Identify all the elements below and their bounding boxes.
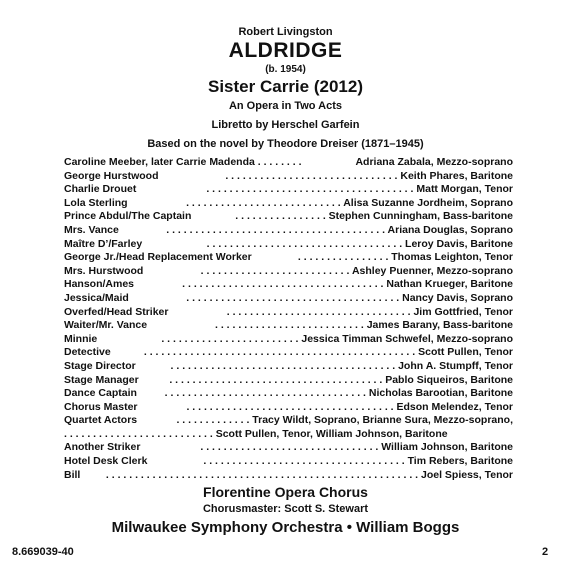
cast-role: Mrs. Vance (64, 223, 119, 236)
catalog-number: 8.669039-40 (12, 546, 74, 558)
work-title: Sister Carrie (2012) (208, 77, 363, 96)
cast-row (64, 401, 513, 415)
cast-role: Mrs. Hurstwood (64, 264, 144, 277)
cast-role: Charlie Drouet (64, 183, 137, 196)
cast-row (64, 374, 513, 388)
orchestra-conductor: Milwaukee Symphony Orchestra • William Boggs (111, 519, 460, 536)
cast-performer: . . . . . . . . . . . . . . . . . . . . . . . . . . . Alisa Suzanne Jordheim, Soprano (186, 196, 513, 209)
cast-performer: . . . . . . . . . . . . . Tracy Wildt, Soprano, Brianne Sura, Mezzo-soprano, (176, 414, 513, 427)
cast-row (64, 210, 513, 224)
cast-performer: . . . . . . . . . . . . . . . . . . . . . . . . . . . . . . . . . . Leroy Davis, Baritone (206, 237, 513, 250)
cast-row (64, 319, 513, 333)
cast-row (64, 170, 513, 184)
cast-performer: . . . . . . . . . . . . . . . . . . . . . . . . . . . . . . . . . . . Nathan Krueger, Baritone (182, 278, 513, 291)
cast-role: Detective (64, 346, 111, 359)
cast-performer: . . . . . . . . . . . . . . . . . . . . . . . . . . . . . . . . . . . . Edson Melendez, Tenor (186, 400, 513, 413)
cast-list (64, 156, 513, 482)
cast-performer: Adriana Zabala, Mezzo-soprano (355, 156, 513, 168)
chorusmaster-credit: Chorusmaster: Scott S. Stewart (202, 503, 369, 515)
cast-row (64, 156, 513, 170)
cast-row (64, 224, 513, 238)
cast-performer: . . . . . . . . . . . . . . . . . . . . . . . . . . . . . . . . . . . . . Pablo Siqueiros, Baritone (169, 373, 513, 386)
cast-role: Jessica/Maid (64, 291, 129, 304)
cast-row (64, 278, 513, 292)
cast-role: Hanson/Ames (64, 278, 135, 291)
cast-row (64, 428, 513, 442)
cast-performer: . . . . . . . . . . . . . . . . . . . . . . . . . . . . . . . . . . . . . . . . . . . . . . . . . . . . . . Joel Spiess, Tenor (105, 468, 513, 481)
cast-row (64, 183, 513, 197)
cast-performer: . . . . . . . . . . . . . . . . . . . . . . . . . . . . . . . . Jim Gottfried, Tenor (226, 305, 513, 318)
cast-role: George Hurstwood (64, 169, 159, 182)
cast-row (64, 360, 513, 374)
cast-performer: . . . . . . . . . . . . . . . . . . . . . . . . Jessica Timman Schwefel, Mezzo-soprano (161, 332, 513, 345)
cast-role: Maître D’/Farley (64, 237, 143, 250)
cast-role: Stage Director (64, 359, 136, 372)
cast-performer: . . . . . . . . . . . . . . . . Stephen Cunningham, Bass-baritone (235, 210, 513, 223)
source-novel-credit: Based on the novel by Theodore Dreiser (1871–1945) (147, 138, 424, 150)
cast-row (64, 251, 513, 265)
cast-row (64, 333, 513, 347)
cast-role: Bill (64, 468, 81, 481)
cast-role: George Jr./Head Replacement Worker (64, 251, 252, 264)
work-subtitle: An Opera in Two Acts (228, 100, 343, 112)
cast-role: Stage Manager (64, 373, 139, 386)
cast-row (64, 469, 513, 483)
cast-performer: . . . . . . . . . . . . . . . . . . . . . . . . . . . . . . . . . . . . . . . . . . . . . . . Scott Pullen, Tenor (143, 346, 513, 359)
cast-row (64, 441, 513, 455)
cast-role: Caroline Meeber, later Carrie Madenda . . . . . . . . (64, 156, 302, 168)
cast-performer: . . . . . . . . . . . . . . . . . . . . . . . . . . . . . . . . . . . . Matt Morgan, Tenor (206, 183, 513, 196)
cast-role: Waiter/Mr. Vance (64, 319, 148, 332)
cast-performer: . . . . . . . . . . . . . . . . . . . . . . . . . . . . . . Keith Phares, Baritone (225, 169, 513, 182)
cast-role: . . . . . . . . . . . . . . . . . . . . . . . . . . Scott Pullen, Tenor, William Johnson, Baritone (64, 427, 448, 440)
cast-row (64, 292, 513, 306)
cast-performer: . . . . . . . . . . . . . . . . . . . . . . . . . . . . . . . . . . . . . . . John A. Stumpff, Tenor (170, 359, 513, 372)
cast-row (64, 197, 513, 211)
page-number: 2 (542, 546, 549, 558)
cast-role: Chorus Master (64, 400, 138, 413)
cast-row (64, 414, 513, 428)
cast-row (64, 238, 513, 252)
cast-role: Quartet Actors (64, 414, 138, 427)
cast-performer: . . . . . . . . . . . . . . . . . . . . . . . . . . . . . . . William Johnson, Baritone (200, 441, 513, 454)
cast-row (64, 346, 513, 360)
cast-row (64, 455, 513, 469)
cast-role: Hotel Desk Clerk (64, 455, 148, 468)
composer-last-name: ALDRIDGE (228, 39, 343, 62)
cast-row (64, 265, 513, 279)
cast-performer: . . . . . . . . . . . . . . . . . . . . . . . . . . Ashley Puenner, Mezzo-soprano (200, 264, 513, 277)
libretto-credit: Libretto by Herschel Garfein (211, 119, 360, 131)
cast-performer: . . . . . . . . . . . . . . . . . . . . . . . . . . . . . . . . . . . Tim Rebers, Baritone (203, 455, 513, 468)
cast-row (64, 387, 513, 401)
cast-performer: . . . . . . . . . . . . . . . . . . . . . . . . . . . . . . . . . . . . . . Ariana Douglas, Soprano (166, 223, 513, 236)
cast-role: Minnie (64, 332, 98, 345)
cast-role: Overfed/Head Striker (64, 305, 169, 318)
cast-role: Dance Captain (64, 387, 137, 400)
cast-role: Another Striker (64, 441, 141, 454)
cast-performer: . . . . . . . . . . . . . . . . . . . . . . . . . . . . . . . . . . . Nicholas Barootian, Baritone (164, 387, 513, 400)
cast-performer: . . . . . . . . . . . . . . . . Thomas Leighton, Tenor (297, 251, 513, 264)
cast-performer: . . . . . . . . . . . . . . . . . . . . . . . . . . James Barany, Bass-baritone (215, 319, 513, 332)
composer-first-name: Robert Livingston (238, 26, 333, 38)
chorus-name: Florentine Opera Chorus (203, 484, 368, 500)
cast-role: Lola Sterling (64, 196, 128, 209)
cast-performer: . . . . . . . . . . . . . . . . . . . . . . . . . . . . . . . . . . . . . Nancy Davis, Soprano (186, 291, 513, 304)
composer-dates: (b. 1954) (265, 64, 306, 75)
cast-role: Prince Abdul/The Captain (64, 210, 192, 223)
cast-row (64, 306, 513, 320)
